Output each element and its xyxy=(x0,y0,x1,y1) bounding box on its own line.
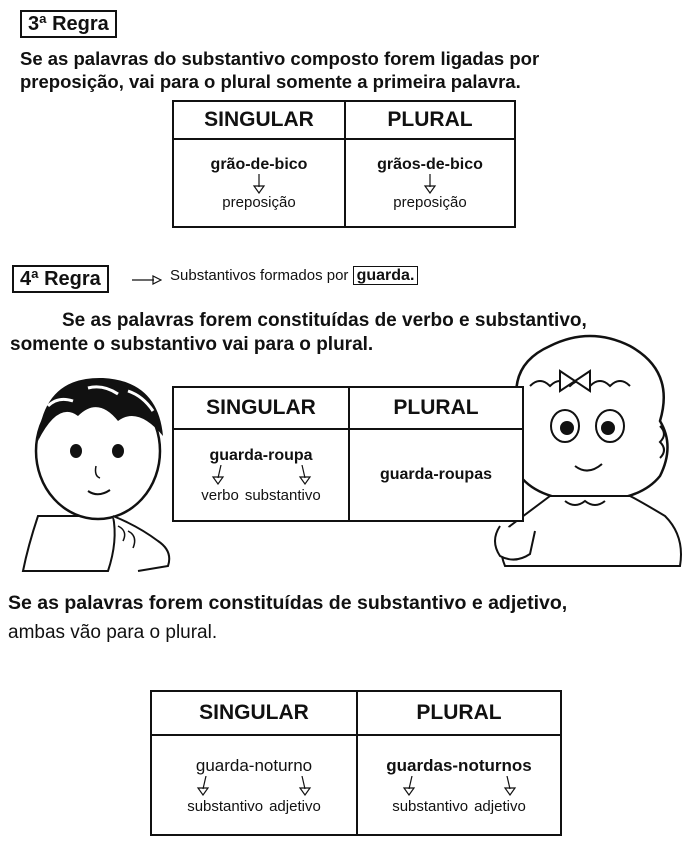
rule3-singular-cell xyxy=(173,139,345,227)
rule3-plural-cell xyxy=(345,139,515,227)
boy-illustration xyxy=(18,366,188,576)
rule4-table1 xyxy=(172,386,524,522)
rule4-table1-singular-cell xyxy=(173,429,349,521)
rule4-table2 xyxy=(150,690,562,836)
rule3-text-line1: Se as palavras do substantivo composto forem ligadas por xyxy=(20,48,540,69)
rule4-table1-note-verbo: verbo xyxy=(201,486,239,504)
rule4-table2-singular-word: guarda-noturno xyxy=(195,755,313,775)
arrow-down-icon xyxy=(196,776,210,796)
rule4-table2-plural-cell xyxy=(357,735,561,835)
rule4-table2-plural-note-substantivo: substantivo xyxy=(392,797,469,815)
rule4-table2-header-singular: SINGULAR xyxy=(151,691,357,735)
rule4-table1-header-singular: SINGULAR xyxy=(173,387,349,429)
rule4-note-keyword: guarda. xyxy=(353,266,419,285)
arrow-down-icon xyxy=(503,776,517,796)
rule4-table2-singular-note-substantivo: substantivo xyxy=(187,797,264,815)
arrow-down-icon xyxy=(402,776,416,796)
rule4-text1-line2: somente o substantivo vai para o plural. xyxy=(10,334,374,355)
rule3-singular-word: grão-de-bico xyxy=(210,155,308,173)
rule3-table xyxy=(172,100,516,228)
rule3-header-plural: PLURAL xyxy=(345,101,515,139)
rule4-table2-plural-note-adjetivo: adjetivo xyxy=(474,797,526,815)
rule4-table1-singular-word: guarda-roupa xyxy=(209,446,313,464)
rule4-table2-plural-word: guardas-noturnos xyxy=(386,755,532,775)
rule4-table2-singular-cell xyxy=(151,735,357,835)
rule4-table1-header-plural: PLURAL xyxy=(349,387,523,429)
rule4-note xyxy=(170,267,418,285)
arrow-down-icon xyxy=(211,465,225,485)
rule4-table2-header-plural: PLURAL xyxy=(357,691,561,735)
rule3-singular-note: preposição xyxy=(222,193,296,211)
rule4-text2-line1: Se as palavras forem constituídas de substantivo e adjetivo, xyxy=(8,592,568,614)
arrow-right-icon xyxy=(132,275,162,285)
rule3-plural-word: grãos-de-bico xyxy=(377,155,483,173)
rule3-title: 3ª Regra xyxy=(20,10,117,38)
arrow-down-icon xyxy=(252,174,266,194)
arrow-down-icon xyxy=(298,776,312,796)
rule4-title: 4ª Regra xyxy=(12,265,109,293)
rule4-table1-plural-cell xyxy=(349,429,523,521)
rule3-text-line2: preposição, vai para o plural somente a primeira palavra. xyxy=(20,71,521,92)
rule3-plural-note: preposição xyxy=(393,193,467,211)
rule4-table1-note-substantivo: substantivo xyxy=(244,486,321,504)
arrow-down-icon xyxy=(423,174,437,194)
rule4-table1-plural-word: guarda-roupas xyxy=(379,466,492,483)
arrow-down-icon xyxy=(298,465,312,485)
rule4-note-prefix: Substantivos formados por xyxy=(170,267,349,284)
rule3-header-singular: SINGULAR xyxy=(173,101,345,139)
rule4-text2-line2: ambas vão para o plural. xyxy=(8,622,218,643)
rule4-text1-line1: Se as palavras forem constituídas de verbo e substantivo, xyxy=(62,310,587,331)
rule4-table2-singular-note-adjetivo: adjetivo xyxy=(269,797,321,815)
